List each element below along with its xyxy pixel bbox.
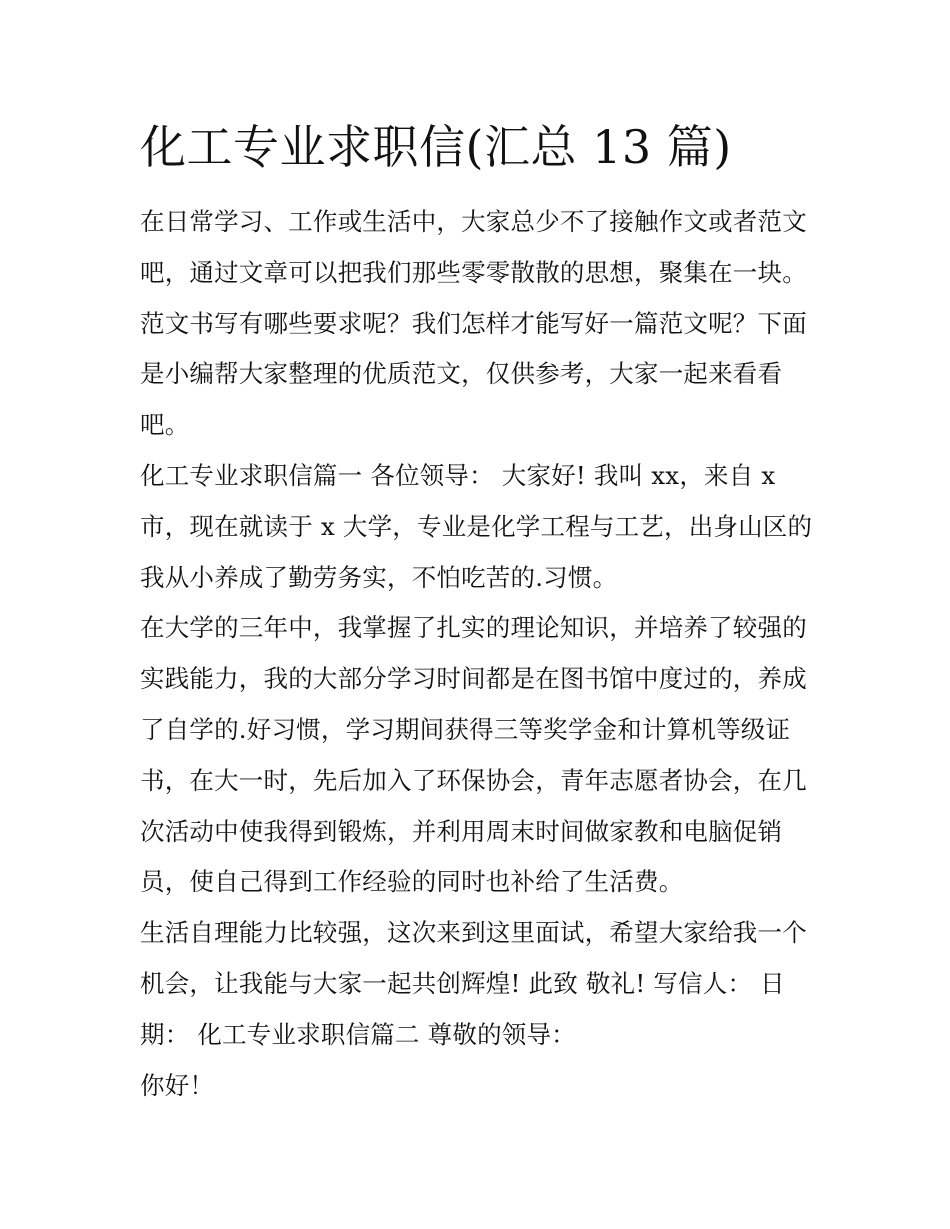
- text-line: 市，现在就读于 x 大学，专业是化学工程与工艺，出身山区的: [140, 511, 813, 541]
- text-line: 化工专业求职信篇一 各位领导： 大家好! 我叫 xx，来自 x: [140, 460, 776, 490]
- letter-one-opening-paragraph: [140, 451, 830, 603]
- text-line: 是小编帮大家整理的优质范文，仅供参考，大家一起来看看: [140, 359, 783, 389]
- text-line: 期： 化工专业求职信篇二 尊敬的领导：: [140, 1019, 576, 1049]
- intro-paragraph: [140, 197, 830, 451]
- text-line: 在日常学习、工作或生活中，大家总少不了接触作文或者范文: [140, 207, 807, 236]
- text-line: 你好！: [140, 1070, 215, 1100]
- text-line: 生活自理能力比较强，这次来到这里面试，希望大家给我一个: [140, 918, 807, 948]
- text-line: 吧。: [140, 410, 190, 440]
- text-line: 机会，让我能与大家一起共创辉煌! 此致 敬礼! 写信人： 日: [140, 968, 785, 998]
- text-line: 我从小养成了勤劳务实，不怕吃苦的.习惯。: [140, 562, 618, 592]
- greeting-paragraph: [140, 1061, 830, 1112]
- text-line: 次活动中使我得到锻炼，并利用周末时间做家教和电脑促销: [140, 816, 783, 846]
- text-line: 实践能力，我的大部分学习时间都是在图书馆中度过的，养成: [140, 664, 807, 694]
- text-line: 范文书写有哪些要求呢？我们怎样才能写好一篇范文呢？下面: [140, 308, 807, 338]
- document-body: [140, 197, 830, 1111]
- text-line: 书，在大一时，先后加入了环保协会，青年志愿者协会，在几: [140, 765, 807, 795]
- text-line: 员，使自己得到工作经验的同时也补给了生活费。: [140, 867, 684, 897]
- document-title: 化工专业求职信(汇总 13 篇): [140, 120, 732, 174]
- closing-paragraph: [140, 908, 830, 1060]
- text-line: 吧，通过文章可以把我们那些零零散散的思想，聚集在一块。: [140, 257, 807, 287]
- university-experience-paragraph: [140, 603, 830, 908]
- text-line: 了自学的.好习惯，学习期间获得三等奖学金和计算机等级证: [140, 714, 791, 744]
- text-line: 在大学的三年中，我掌握了扎实的理论知识，并培养了较强的: [140, 613, 807, 643]
